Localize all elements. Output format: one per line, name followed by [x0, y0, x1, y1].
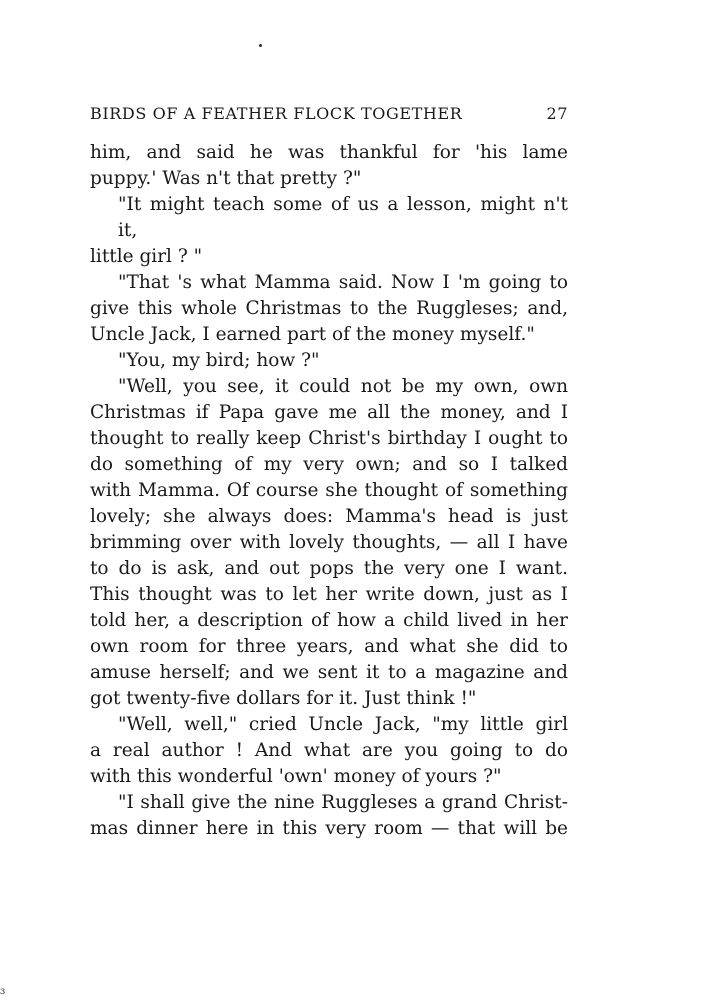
page-number: 27	[546, 104, 568, 123]
text-line: This thought was to let her write down, just as I	[90, 584, 568, 605]
text-line: a real author ! And what are you going to do	[90, 740, 568, 761]
text-line: Uncle Jack, I earned part of the money myself."	[90, 324, 535, 345]
margin-mark: ɜ	[0, 986, 6, 997]
text-line: own room for three years, and what she did to	[90, 636, 568, 657]
text-line: lovely; she always does: Mamma's head is just	[90, 506, 568, 527]
text-line: got twenty-five dollars for it. Just think !"	[90, 688, 477, 709]
text-line: thought to really keep Christ's birthday I ought to	[90, 428, 568, 449]
text-line: give this whole Christmas to the Ruggleses; and,	[90, 298, 568, 319]
text-line: brimming over with lovely thoughts, — all I have	[90, 532, 568, 553]
text-line: mas dinner here in this very room — that will be	[90, 818, 568, 839]
body-text	[90, 140, 568, 842]
text-line: amuse herself; and we sent it to a magazine and	[90, 662, 568, 683]
text-line: Christmas if Papa gave me all the money, and I	[90, 402, 568, 423]
text-line: "I shall give the nine Ruggleses a grand Christ-	[118, 792, 568, 813]
text-line: told her, a description of how a child lived in her	[90, 610, 568, 631]
text-line: "That 's what Mamma said. Now I 'm going to	[118, 272, 568, 293]
text-line: with Mamma. Of course she thought of something	[90, 480, 568, 501]
text-line: with this wonderful 'own' money of yours ?"	[90, 766, 502, 787]
text-line: "Well, you see, it could not be my own, own	[118, 376, 568, 397]
text-line: do something of my very own; and so I talked	[90, 454, 568, 475]
text-line: to do is ask, and out pops the very one I want.	[90, 558, 568, 579]
text-line: him, and said he was thankful for 'his lame	[90, 142, 568, 163]
running-header	[90, 104, 568, 123]
text-line: puppy.' Was n't that pretty ?"	[90, 168, 362, 189]
text-line: "You, my bird; how ?"	[118, 350, 320, 371]
text-line: little girl ? "	[90, 246, 203, 267]
running-title: BIRDS OF A FEATHER FLOCK TOGETHER	[90, 104, 463, 123]
paper-speck	[259, 44, 262, 47]
text-line: "Well, well," cried Uncle Jack, "my little girl	[118, 714, 568, 735]
text-line: "It might teach some of us a lesson, might n't it,	[118, 194, 568, 241]
